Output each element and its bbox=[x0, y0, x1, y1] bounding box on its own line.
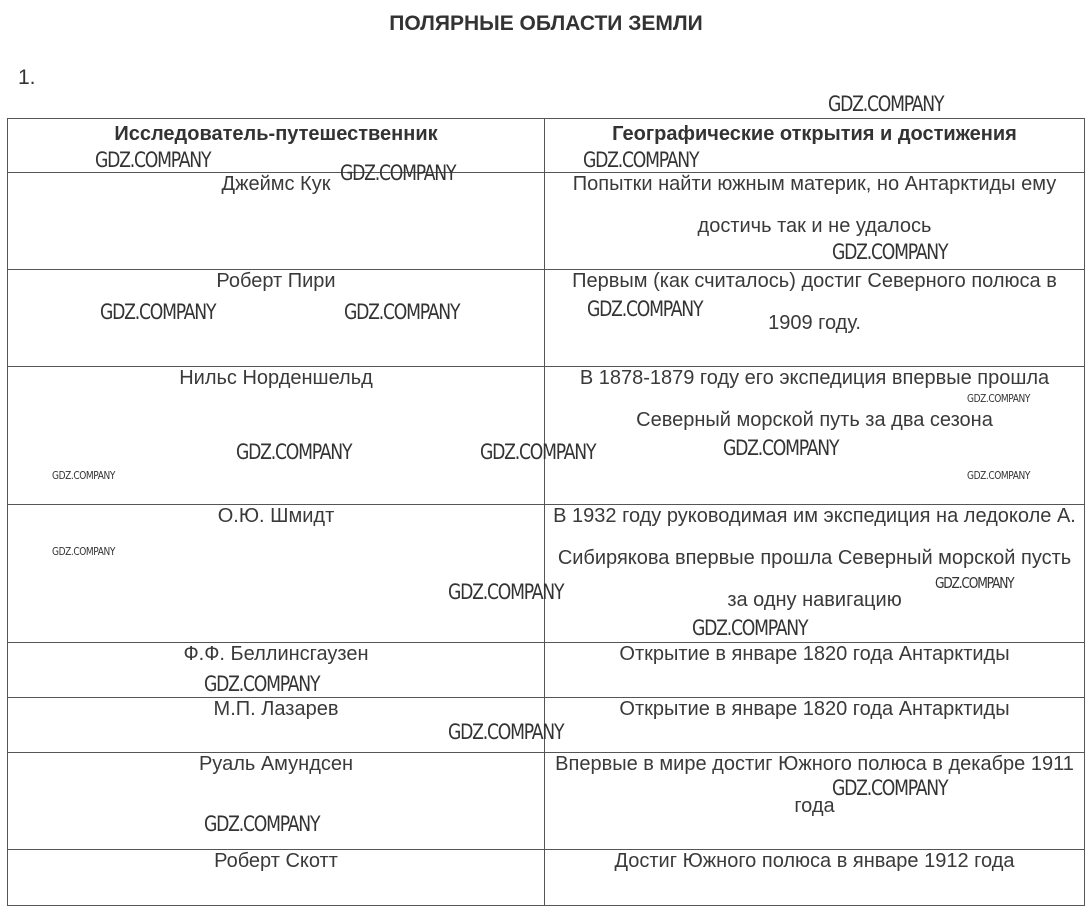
explorer-cell: Джеймс Кук bbox=[8, 173, 545, 270]
achievement-cell: Достиг Южного полюса в январе 1912 года bbox=[545, 850, 1085, 906]
watermark: GDZ.COMPANY bbox=[52, 545, 115, 558]
watermark: GDZ.COMPANY bbox=[204, 812, 320, 836]
watermark: GDZ.COMPANY bbox=[448, 720, 564, 744]
page-title: ПОЛЯРНЫЕ ОБЛАСТИ ЗЕМЛИ bbox=[389, 12, 703, 35]
table-row bbox=[8, 753, 1085, 850]
watermark: GDZ.COMPANY bbox=[723, 436, 839, 460]
explorer-cell: Роберт Скотт bbox=[8, 850, 545, 906]
table-row bbox=[8, 850, 1085, 906]
achievement-cell: В 1878-1879 году его экспедиция впервые прошла Северный морской путь за два сезона bbox=[545, 367, 1085, 505]
watermark: GDZ.COMPANY bbox=[448, 580, 564, 604]
achievement-cell: В 1932 году руководимая им экспедиция на ледоколе А. Сибирякова впервые прошла Северный морской пусть за одну навигацию bbox=[545, 505, 1085, 643]
achievement-cell: Открытие в январе 1820 года Антарктиды bbox=[545, 698, 1085, 753]
watermark: GDZ.COMPANY bbox=[583, 148, 699, 172]
header-explorer: Исследователь-путешественник bbox=[8, 119, 545, 173]
achievement-cell: Впервые в мире достиг Южного полюса в декабре 1911 года bbox=[545, 753, 1085, 850]
watermark: GDZ.COMPANY bbox=[832, 240, 948, 264]
explorer-cell: Роберт Пири bbox=[8, 270, 545, 367]
watermark: GDZ.COMPANY bbox=[236, 440, 352, 464]
watermark: GDZ.COMPANY bbox=[480, 440, 596, 464]
table-row bbox=[8, 173, 1085, 270]
achievement-cell: Первым (как считалось) достиг Северного полюса в 1909 году. bbox=[545, 270, 1085, 367]
achievement-cell: Попытки найти южным материк, но Антарктиды ему достичь так и не удалось bbox=[545, 173, 1085, 270]
watermark: GDZ.COMPANY bbox=[100, 300, 216, 324]
watermark: GDZ.COMPANY bbox=[967, 392, 1030, 405]
watermark: GDZ.COMPANY bbox=[587, 297, 703, 321]
explorer-cell: Руаль Амундсен bbox=[8, 753, 545, 850]
watermark: GDZ.COMPANY bbox=[692, 616, 808, 640]
watermark: GDZ.COMPANY bbox=[95, 148, 211, 172]
watermark: GDZ.COMPANY bbox=[828, 92, 944, 116]
explorer-cell: О.Ю. Шмидт bbox=[8, 505, 545, 643]
watermark: GDZ.COMPANY bbox=[204, 672, 320, 696]
table-row bbox=[8, 270, 1085, 367]
table-row bbox=[8, 367, 1085, 505]
watermark: GDZ.COMPANY bbox=[832, 776, 948, 800]
explorer-cell: Нильс Норденшельд bbox=[8, 367, 545, 505]
task-number: 1. bbox=[18, 66, 36, 89]
explorers-table bbox=[7, 118, 1085, 906]
watermark: GDZ.COMPANY bbox=[967, 469, 1030, 482]
watermark: GDZ.COMPANY bbox=[52, 469, 115, 482]
achievement-cell: Открытие в январе 1820 года Антарктиды bbox=[545, 643, 1085, 698]
explorer-cell: М.П. Лазарев bbox=[8, 698, 545, 753]
table-row bbox=[8, 505, 1085, 643]
watermark: GDZ.COMPANY bbox=[344, 300, 460, 324]
watermark: GDZ.COMPANY bbox=[340, 161, 456, 185]
header-achievement: Географические открытия и достижения bbox=[545, 119, 1085, 173]
watermark: GDZ.COMPANY bbox=[935, 574, 1014, 592]
explorer-cell: Ф.Ф. Беллинсгаузен bbox=[8, 643, 545, 698]
